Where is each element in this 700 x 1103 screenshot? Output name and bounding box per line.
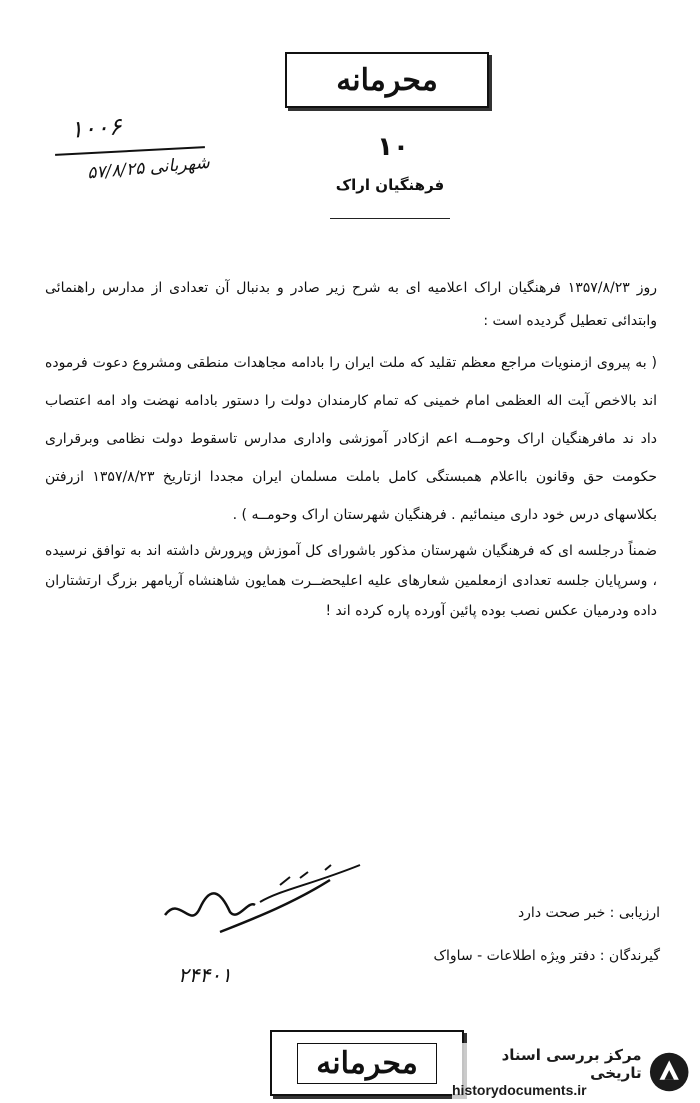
evaluation-line: ارزیابی : خبر صحت دارد bbox=[517, 905, 660, 921]
watermark-text bbox=[452, 1046, 642, 1098]
handwritten-date: شهربانی ۵۷/۸/۲۵ bbox=[86, 152, 211, 184]
watermark-title: مرکز بررسی اسناد تاریخی bbox=[501, 1046, 642, 1082]
paragraph-statement: ( به پیروی ازمنویات مراجع معظم تقلید که ملت ایران را بادامه مجاهدات منطقی ومشروع دعوت فرموده اند بالاخص آیت اله العظمی امام خمینی که تمام کارمندان دولت را دستور بادامه نهضت واد امه اعتصاب داد ند مافرهنگیان اراک وحومــه اعم ازکادر آموزشی واداری مدارس تاسقوط دولت نظامی وبرقراری حکومت حق وقانون بااعلام همبستگی کامل باملت مسلمان ایران مجددا ازتاریخ ۱۳۵۷/۸/۲۳ ازرفتن بکلاسهای درس خود داری مینمائیم . فرهنگیان شهرستان اراک وحومــه ) . bbox=[45, 355, 657, 523]
document-title: فرهنگیان اراک bbox=[335, 176, 445, 194]
handwritten-number: ۱۰۰۶ bbox=[69, 112, 123, 144]
watermark-url: historydocuments.ir bbox=[452, 1082, 587, 1098]
paragraph-intro: روز ۱۳۵۷/۸/۲۳ فرهنگیان اراک اعلامیه ای به شرح زیر صادر و بدنبال آن تعدادی از مدارس راهنمائی وابتدائی تعطیل گردیده است : bbox=[45, 280, 657, 329]
archive-logo-icon bbox=[648, 1050, 690, 1094]
confidential-stamp-top bbox=[285, 52, 489, 108]
document-number: ۱۰ bbox=[377, 132, 409, 162]
recipients-line: گیرندگان : دفتر ویژه اطلاعات - ساواک bbox=[433, 948, 660, 964]
handwritten-reference: ۲۴۴۰۱ bbox=[178, 963, 232, 987]
confidential-stamp-top-text: محرمانه bbox=[336, 62, 438, 98]
confidential-stamp-bottom-text: محرمانه bbox=[297, 1043, 437, 1084]
paragraph-meeting: ضمناً درجلسه ای که فرهنگیان شهرستان مذکور باشورای کل آموزش وپرورش داشته اند به توافق نرسیده ، وسرپایان جلسه تعدادی ازمعلمین شعارهای علیه اعلیحضــرت همایون شاهنشاه آریامهر بزرگ ارتشتاران داده ودرمیان عکس نصب بوده پائین آورده پاره کرده اند ! bbox=[45, 543, 657, 619]
handwritten-signature bbox=[160, 860, 370, 940]
document-body bbox=[45, 272, 657, 626]
archive-watermark bbox=[452, 1043, 690, 1101]
title-divider bbox=[330, 218, 450, 219]
confidential-stamp-bottom bbox=[270, 1030, 464, 1096]
